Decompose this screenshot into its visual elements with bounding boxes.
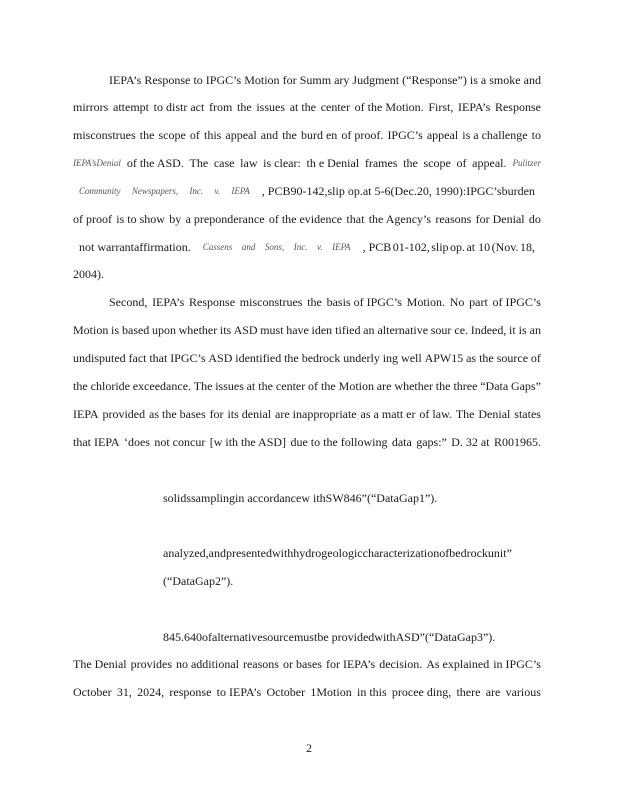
word: data [391, 435, 412, 449]
word: v. [317, 242, 323, 252]
word: October [73, 685, 112, 699]
citation-case-name [203, 239, 351, 255]
word: solids [163, 491, 192, 505]
word: it is an [509, 323, 541, 337]
word: IEPA [231, 186, 250, 196]
word: Motion [244, 73, 280, 87]
word: of law. [419, 407, 452, 421]
word: Denial [478, 407, 511, 421]
word: 31, [116, 685, 132, 699]
word: 1”). [418, 491, 438, 505]
word: of the ASD. [126, 156, 184, 170]
word: undisputed [73, 351, 126, 365]
word: issues [256, 100, 286, 114]
word: IPGC’s [466, 184, 502, 198]
word: part [469, 295, 488, 309]
word: misconstrues [239, 295, 303, 309]
word: (“Response”) [402, 73, 467, 87]
word: is a smoke [469, 73, 521, 87]
word: scope [423, 156, 451, 170]
word: are whether [376, 379, 434, 393]
word: (“Data [163, 574, 195, 588]
word: in IPGC’s [493, 657, 541, 671]
word: Motion. [406, 295, 446, 309]
word: 845.640 [163, 630, 202, 644]
word: Inc. [293, 242, 308, 252]
word: of [202, 630, 212, 644]
word: iden tified [311, 323, 361, 337]
word: The Denial [73, 657, 127, 671]
word: its denial [227, 407, 272, 421]
p1-line-5-body [262, 183, 535, 199]
word: for IEPA’s [325, 657, 376, 671]
word: Inc. [189, 186, 204, 196]
word: 18, [519, 240, 535, 254]
word: w ith [301, 491, 326, 505]
word: slip op. [327, 184, 363, 198]
word: appeal. [472, 156, 507, 170]
word: (Dec. [390, 184, 417, 198]
word: and [241, 242, 256, 252]
word: decision. [379, 657, 423, 671]
word: analyzed, [163, 546, 209, 560]
word: or bases [282, 657, 322, 671]
word: to [531, 128, 541, 142]
word: of the Motion [308, 379, 374, 393]
word: are inappropriate [275, 407, 357, 421]
word: appeal [426, 128, 459, 142]
word: ASD [208, 351, 233, 365]
word: ASD” [395, 630, 425, 644]
word: frames [364, 156, 398, 170]
word: , PCB [362, 240, 392, 254]
word: , PCB [261, 184, 291, 198]
word: alternative [212, 630, 263, 644]
p2-line-2 [73, 322, 541, 338]
word: an alternative [363, 323, 429, 337]
word: source [262, 630, 294, 644]
word: scope [158, 128, 186, 142]
word: is clear: [263, 156, 301, 170]
word: hydrogeologic [293, 546, 363, 560]
word: to IPGC’s [193, 73, 242, 87]
p3-line-1 [73, 656, 541, 672]
word: IEPA’s [109, 73, 142, 87]
word: Response [494, 100, 541, 114]
word: 3”). [476, 630, 496, 644]
word: Sons, [264, 242, 285, 252]
word: from [209, 100, 233, 114]
word: presented [225, 546, 272, 560]
word: center [320, 100, 350, 114]
word: at 5-6 [362, 184, 391, 198]
word: of IPGC’s [492, 295, 541, 309]
word: to distr act [153, 100, 205, 114]
p2-line-3 [73, 350, 541, 366]
word: No [449, 295, 465, 309]
word: reasons [435, 212, 472, 226]
list-item-2-line-3 [163, 573, 541, 589]
word: of the Motion. [354, 100, 424, 114]
word: the three [435, 379, 478, 393]
word: The [455, 407, 475, 421]
word: this [203, 128, 222, 142]
word: at 10 [466, 240, 491, 254]
word: for [282, 73, 297, 87]
word: IEPA’s [458, 100, 491, 114]
word: D. 32 at [451, 435, 490, 449]
word: of [530, 351, 541, 365]
p2-line-1 [109, 294, 541, 310]
word: underly [343, 351, 380, 365]
word: 2”). [214, 574, 234, 588]
word: Newspapers, [131, 186, 179, 196]
word: states [514, 407, 541, 421]
word: characteriz [362, 546, 416, 560]
word: unit” [487, 546, 512, 560]
word: ing well [382, 351, 422, 365]
p2-line-5 [73, 406, 541, 422]
word: as the bases [149, 407, 206, 421]
word: burden [501, 184, 535, 198]
word: to IEPA’s [216, 685, 262, 699]
p1-line-5 [73, 183, 541, 199]
word: be provided [317, 630, 375, 644]
word: gaps:” [416, 435, 447, 449]
word: procee ding, [391, 685, 452, 699]
word: slip [431, 240, 449, 254]
word: the [282, 128, 297, 142]
word: IEPA’s [152, 295, 185, 309]
word: October [266, 685, 306, 699]
word: for [209, 407, 224, 421]
word: APW15 [424, 351, 464, 365]
word: Second, [109, 295, 148, 309]
word: that [346, 212, 365, 226]
word: (“Data [366, 491, 399, 505]
word: SW846” [325, 491, 367, 505]
word: issues [215, 379, 244, 393]
word: of [439, 546, 450, 560]
word: not concur [154, 435, 206, 449]
word: the [237, 100, 252, 114]
word: and [260, 128, 279, 142]
word: there [456, 685, 481, 699]
word: is a challenge [462, 128, 528, 142]
citation-case-name [79, 183, 250, 199]
word: First, [428, 100, 454, 114]
p1-line-8 [73, 266, 541, 282]
word: that IEPA [73, 435, 120, 449]
word: response [169, 685, 212, 699]
word: Response [189, 295, 236, 309]
word: a preponderance [185, 212, 265, 226]
word: (Nov. [491, 240, 519, 254]
p2-line-4 [73, 378, 541, 394]
word: are [485, 685, 501, 699]
word: its ASD [219, 323, 258, 337]
word: op. [450, 240, 465, 254]
word: 90-142, [290, 184, 328, 198]
word: upon [151, 323, 176, 337]
word: that [149, 351, 168, 365]
word: by [169, 212, 182, 226]
word: the Agency’s [368, 212, 432, 226]
word: is based [110, 323, 150, 337]
word: of [189, 128, 200, 142]
p3-line-2 [73, 684, 541, 700]
word: “Data [480, 379, 509, 393]
word: appeal [225, 128, 257, 142]
word: Summ ary Judgment [299, 73, 400, 87]
word: of proof [73, 212, 112, 226]
word: with [271, 546, 294, 560]
word: IPGC’s [170, 351, 206, 365]
word: As explained [426, 657, 490, 671]
word: mirrors [73, 100, 109, 114]
word: ation [415, 546, 440, 560]
word: the [307, 295, 322, 309]
word: at the [289, 100, 317, 114]
word: law [240, 156, 258, 170]
word: reasons [242, 657, 279, 671]
word: the [403, 156, 418, 170]
word: Gaps” [510, 379, 541, 393]
p2-line-6 [73, 434, 541, 450]
word: do [528, 212, 541, 226]
word: attempt [113, 100, 149, 114]
word: Response [144, 73, 191, 87]
word: must [293, 630, 318, 644]
word: not warrant [79, 240, 134, 254]
p1-line-7 [73, 239, 541, 255]
word: whether [178, 323, 218, 337]
p1-line-4 [73, 155, 541, 171]
word: case [213, 156, 235, 170]
word: misconstrues [73, 128, 136, 142]
word: Gap [194, 574, 215, 588]
word: The [189, 156, 209, 170]
list-item-3-line-2 [163, 629, 541, 645]
word: Cassens [202, 242, 233, 252]
word: at the center [246, 379, 306, 393]
word: R001965. [493, 435, 541, 449]
word: Motion [73, 323, 109, 337]
word: various [505, 685, 541, 699]
word: 20, 1990): [416, 184, 467, 198]
word: must [260, 323, 284, 337]
word: Gap [456, 630, 477, 644]
list-item-1-line-2 [163, 490, 541, 506]
word: in this [356, 685, 387, 699]
word: 1Motion [310, 685, 352, 699]
word: and [523, 73, 541, 87]
word: identified [235, 351, 282, 365]
word: and [208, 546, 226, 560]
word: in accordance [235, 491, 302, 505]
word: the bedrock [284, 351, 341, 365]
word: [w ith the ASD] [209, 435, 287, 449]
p1-line-2 [73, 99, 541, 115]
p1-line-1 [109, 72, 541, 88]
word: v. [214, 186, 221, 196]
word: IEPA [332, 242, 351, 252]
word: as a matt er [360, 407, 416, 421]
word: affirmation. [133, 240, 191, 254]
word: provided [102, 407, 146, 421]
word: burd en [300, 128, 338, 142]
word: have [286, 323, 309, 337]
word: bedrock [449, 546, 488, 560]
list-item-2-line-2 [163, 545, 541, 561]
citation-text: Pulitzer [512, 158, 541, 168]
p1-line-3 [73, 127, 541, 143]
word: IEPA [73, 407, 99, 421]
word: fact [128, 351, 147, 365]
word: of [456, 156, 467, 170]
p1-line-7-start [79, 239, 191, 255]
word: basis of IPGC’s [326, 295, 402, 309]
word: the [139, 128, 155, 142]
word: 2024, [137, 685, 165, 699]
word: 01-102, [392, 240, 430, 254]
word: provides [130, 657, 172, 671]
word: Gap [398, 491, 419, 505]
word: exceedance. [132, 379, 192, 393]
page-number: 2 [306, 741, 312, 755]
p1-line-8-text: 2004). [73, 267, 104, 281]
word: ‘does [123, 435, 150, 449]
word: is to show [116, 212, 165, 226]
word: IPGC’s [387, 128, 423, 142]
word: The [193, 379, 213, 393]
word: sour ce. [430, 323, 469, 337]
word: as the source [466, 351, 529, 365]
word: the chloride [73, 379, 130, 393]
p1-line-6 [73, 211, 541, 227]
word: no additional [175, 657, 239, 671]
word: sampling [191, 491, 236, 505]
word: of the evidence [268, 212, 343, 226]
word: due to the following [290, 435, 388, 449]
word: (“Data [424, 630, 457, 644]
word: with [374, 630, 396, 644]
word: Community [79, 186, 121, 196]
p1-line-7-end [363, 239, 535, 255]
word: Indeed, [470, 323, 507, 337]
word: of proof. [341, 128, 384, 142]
word: th e Denial [306, 156, 360, 170]
word: for Denial [475, 212, 525, 226]
p1-line-4-body [127, 155, 507, 171]
citation-text: Denial [96, 158, 121, 168]
citation-text: IEPA’s [73, 158, 97, 168]
